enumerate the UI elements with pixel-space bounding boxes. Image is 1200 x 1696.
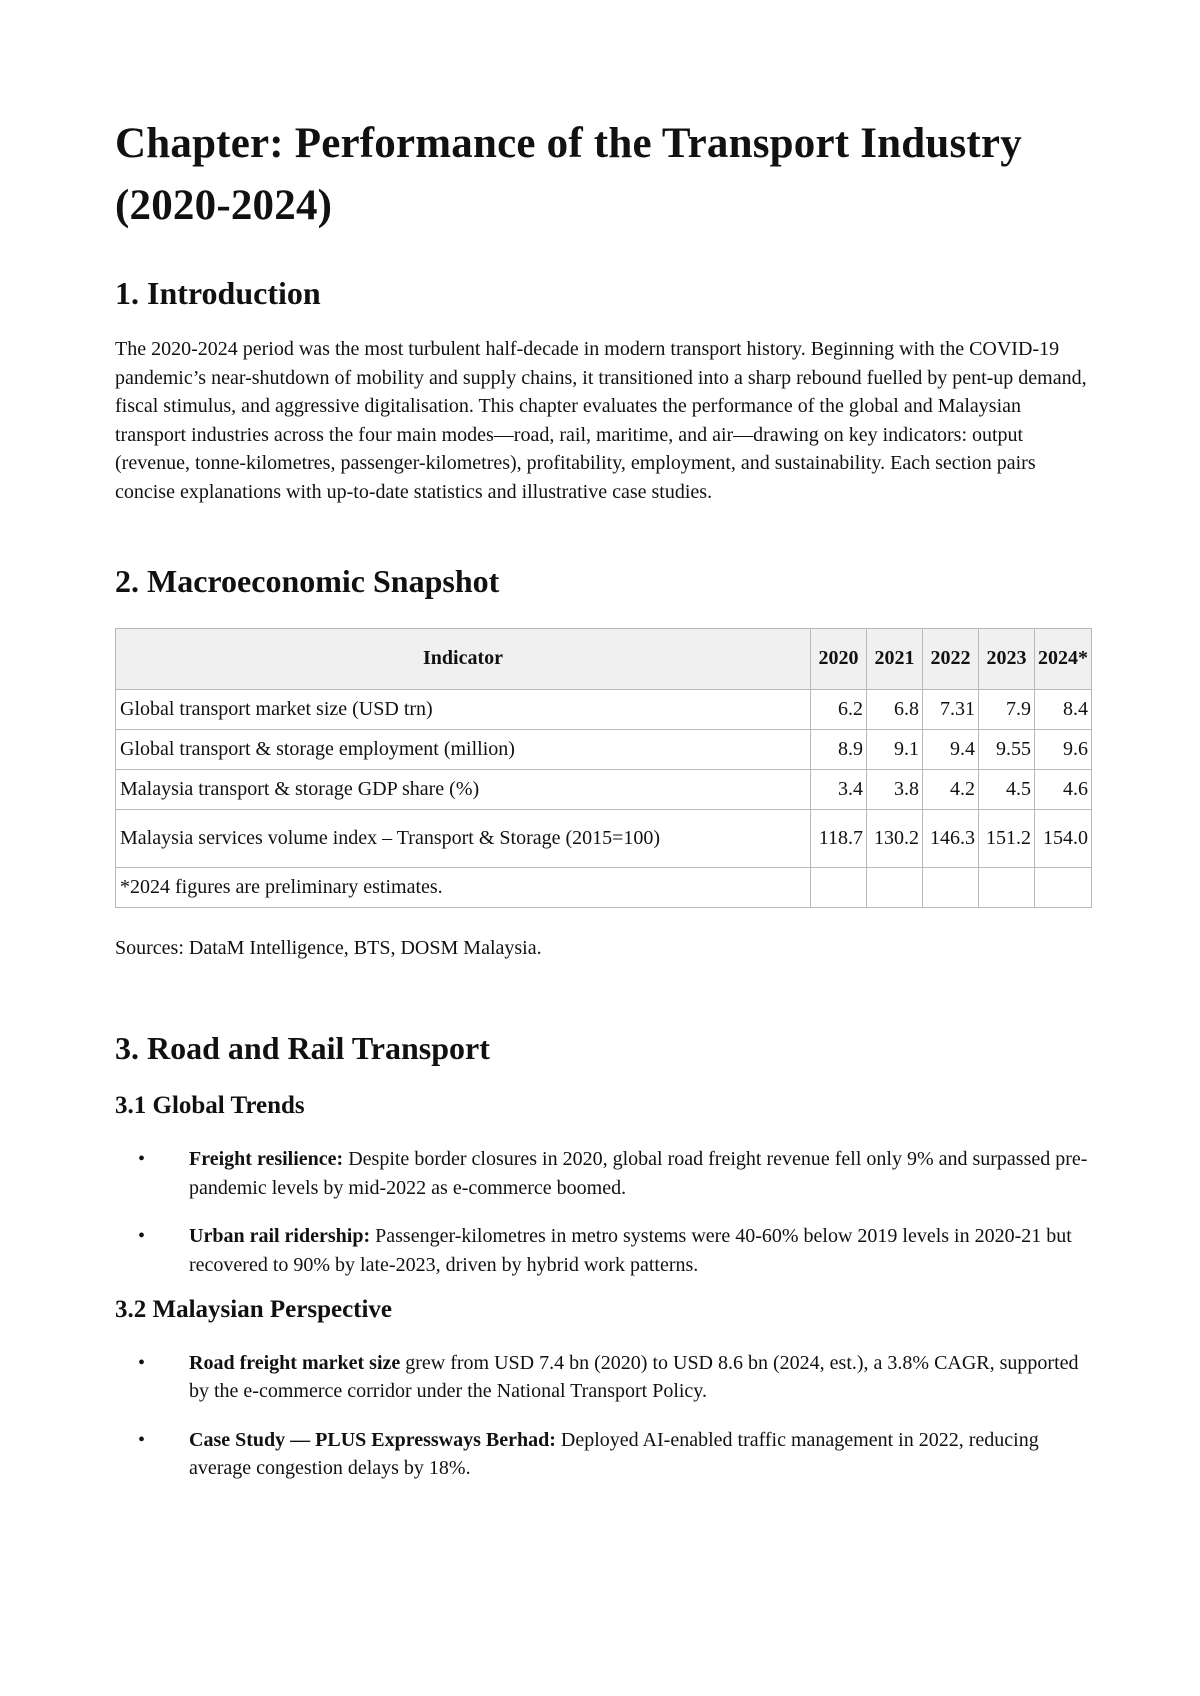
macroeconomic-table bbox=[115, 628, 1092, 908]
list-item bbox=[115, 1349, 1090, 1406]
table-cell: 146.3 bbox=[923, 809, 979, 867]
list-item-label: Road freight market size bbox=[189, 1351, 401, 1374]
bullet-icon: • bbox=[138, 1351, 146, 1374]
table-row bbox=[116, 689, 1092, 729]
table-row bbox=[116, 769, 1092, 809]
bullet-icon: • bbox=[138, 1225, 146, 1248]
table-cell-indicator: Malaysia services volume index – Transport & Storage (2015=100) bbox=[116, 809, 811, 867]
subsection-heading-global-trends: 3.1 Global Trends bbox=[115, 1092, 305, 1120]
list-item-text: Despite border closures in 2020, global road freight revenue fell only 9% and surpassed pre-pandemic levels by mid-2022 as e-commerce boomed. bbox=[189, 1148, 1088, 1199]
list-item-text: Deployed AI-enabled traffic management in 2022, reducing average congestion delays by 18%. bbox=[189, 1428, 1039, 1480]
table-cell: 6.8 bbox=[867, 689, 923, 729]
list-item-text: grew from USD 7.4 bn (2020) to USD 8.6 bn (2024, est.), a 3.8% CAGR, supported by the e-commerce corridor under the National Transport Policy. bbox=[189, 1351, 1079, 1403]
table-cell: 151.2 bbox=[979, 809, 1035, 867]
list-item bbox=[115, 1426, 1090, 1483]
table-cell: 154.0 bbox=[1035, 809, 1092, 867]
list-item bbox=[115, 1145, 1090, 1202]
table-cell: 7.9 bbox=[979, 689, 1035, 729]
table-header-2021: 2021 bbox=[867, 628, 923, 689]
table-cell bbox=[867, 867, 923, 907]
table-cell: 130.2 bbox=[867, 809, 923, 867]
table-header-2022: 2022 bbox=[923, 628, 979, 689]
table-cell-indicator: Malaysia transport & storage GDP share (%) bbox=[116, 769, 811, 809]
global-trends-list bbox=[115, 1145, 1090, 1279]
sources-note: Sources: DataM Intelligence, BTS, DOSM Malaysia. bbox=[115, 936, 542, 959]
section-heading-road-and-rail: 3. Road and Rail Transport bbox=[115, 1030, 490, 1067]
bullet-icon: • bbox=[138, 1148, 146, 1171]
subsection-heading-malaysian-perspective: 3.2 Malaysian Perspective bbox=[115, 1295, 393, 1323]
table-cell bbox=[1035, 867, 1092, 907]
section-heading-macroeconomic-snapshot: 2. Macroeconomic Snapshot bbox=[115, 562, 500, 599]
list-item-label: Case Study — PLUS Expressways Berhad: bbox=[189, 1428, 556, 1451]
table-header-2024: 2024* bbox=[1035, 628, 1092, 689]
table-cell: 6.2 bbox=[811, 689, 867, 729]
list-item-label: Freight resilience: bbox=[189, 1148, 344, 1171]
table-cell: 4.6 bbox=[1035, 769, 1092, 809]
document-page bbox=[115, 0, 1090, 1483]
list-item-label: Urban rail ridership: bbox=[189, 1225, 371, 1248]
table-cell: 9.6 bbox=[1035, 729, 1092, 769]
table-cell: 3.4 bbox=[811, 769, 867, 809]
table-header-row bbox=[116, 628, 1092, 689]
table-row bbox=[116, 729, 1092, 769]
table-cell: 8.9 bbox=[811, 729, 867, 769]
table-cell bbox=[811, 867, 867, 907]
table-cell: 9.4 bbox=[923, 729, 979, 769]
table-cell-indicator: Global transport & storage employment (million) bbox=[116, 729, 811, 769]
list-item-text: Passenger-kilometres in metro systems were 40-60% below 2019 levels in 2020-21 but recovered to 90% by late-2023, driven by hybrid work patterns. bbox=[189, 1225, 1072, 1276]
page-title: Chapter: Performance of the Transport Industry (2020-2024) bbox=[115, 120, 1022, 229]
malaysian-perspective-list bbox=[115, 1349, 1090, 1483]
table-row bbox=[116, 809, 1092, 867]
table-cell: 118.7 bbox=[811, 809, 867, 867]
bullet-icon: • bbox=[138, 1428, 146, 1451]
table-row-footnote bbox=[116, 867, 1092, 907]
table-header-2023: 2023 bbox=[979, 628, 1035, 689]
table-header-2020: 2020 bbox=[811, 628, 867, 689]
table-cell-indicator: Global transport market size (USD trn) bbox=[116, 689, 811, 729]
introduction-paragraph: The 2020-2024 period was the most turbulent half-decade in modern transport history. Beginning with the COVID-19 pandemic’s near-shutdown of mobility and supply chains, it transitioned into a sharp rebound fuelled by pent-up demand, fiscal stimulus, and aggressive digitalisation. This chapter evaluates the performance of the global and Malaysian transport industries across the four main modes—road, rail, maritime, and air—drawing on key indicators: output (revenue, tonne-kilometres, passenger-kilometres), profitability, employment, and sustainability. Each section pairs concise explanations with up-to-date statistics and illustrative case studies. bbox=[115, 338, 1087, 503]
table-cell: 7.31 bbox=[923, 689, 979, 729]
section-heading-introduction: 1. Introduction bbox=[115, 275, 321, 311]
table-cell: 4.2 bbox=[923, 769, 979, 809]
table-cell: 9.1 bbox=[867, 729, 923, 769]
table-header-indicator: Indicator bbox=[116, 628, 811, 689]
table-cell: 8.4 bbox=[1035, 689, 1092, 729]
list-item bbox=[115, 1222, 1090, 1279]
table-cell bbox=[979, 867, 1035, 907]
table-cell: 4.5 bbox=[979, 769, 1035, 809]
table-cell: 9.55 bbox=[979, 729, 1035, 769]
table-cell: 3.8 bbox=[867, 769, 923, 809]
table-cell bbox=[923, 867, 979, 907]
table-footnote: *2024 figures are preliminary estimates. bbox=[116, 867, 811, 907]
